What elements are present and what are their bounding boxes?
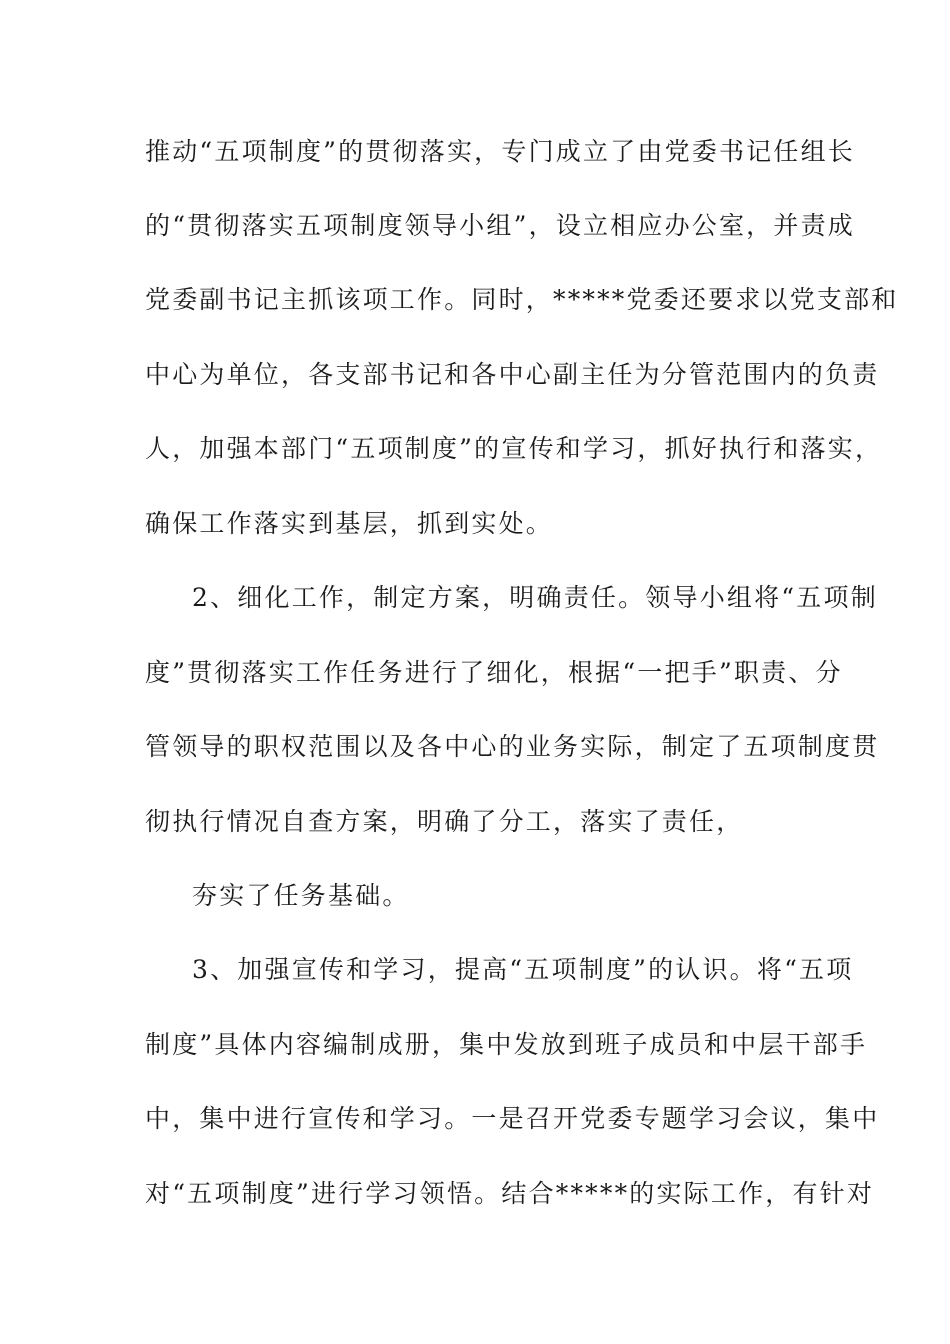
text-line: 中，集中进行宣传和学习。一是召开党委专题学习会议，集中 <box>145 1104 880 1133</box>
text-line: 推动“五项制度”的贯彻落实，专门成立了由党委书记任组长 <box>145 137 855 166</box>
text-line: 对“五项制度”进行学习领悟。结合*****的实际工作，有针对 <box>145 1179 875 1208</box>
text-line: 管领导的职权范围以及各中心的业务实际，制定了五项制度贯 <box>145 732 880 761</box>
text-line: 制度”具体内容编制成册，集中发放到班子成员和中层干部手 <box>145 1030 868 1059</box>
text-line: 党委副书记主抓该项工作。同时，*****党委还要求以党支部和 <box>145 285 899 314</box>
text-line: 的“贯彻落实五项制度领导小组”，设立相应办公室，并责成 <box>145 211 855 240</box>
text-line: 中心为单位，各支部书记和各中心副主任为分管范围内的负责 <box>145 360 880 389</box>
text-line: 确保工作落实到基层，抓到实处。 <box>145 509 554 538</box>
paragraph-start-line: 2、细化工作，制定方案，明确责任。领导小组将“五项制 <box>192 583 878 612</box>
text-line: 度”贯彻落实工作任务进行了细化，根据“一把手”职责、分 <box>145 658 843 687</box>
paragraph-start-line: 夯实了任务基础。 <box>192 881 410 910</box>
text-line: 彻执行情况自查方案，明确了分工，落实了责任， <box>145 807 744 836</box>
text-line: 人，加强本部门“五项制度”的宣传和学习，抓好执行和落实， <box>145 434 883 463</box>
paragraph-start-line: 3、加强宣传和学习，提高“五项制度”的认识。将“五项 <box>192 955 854 984</box>
